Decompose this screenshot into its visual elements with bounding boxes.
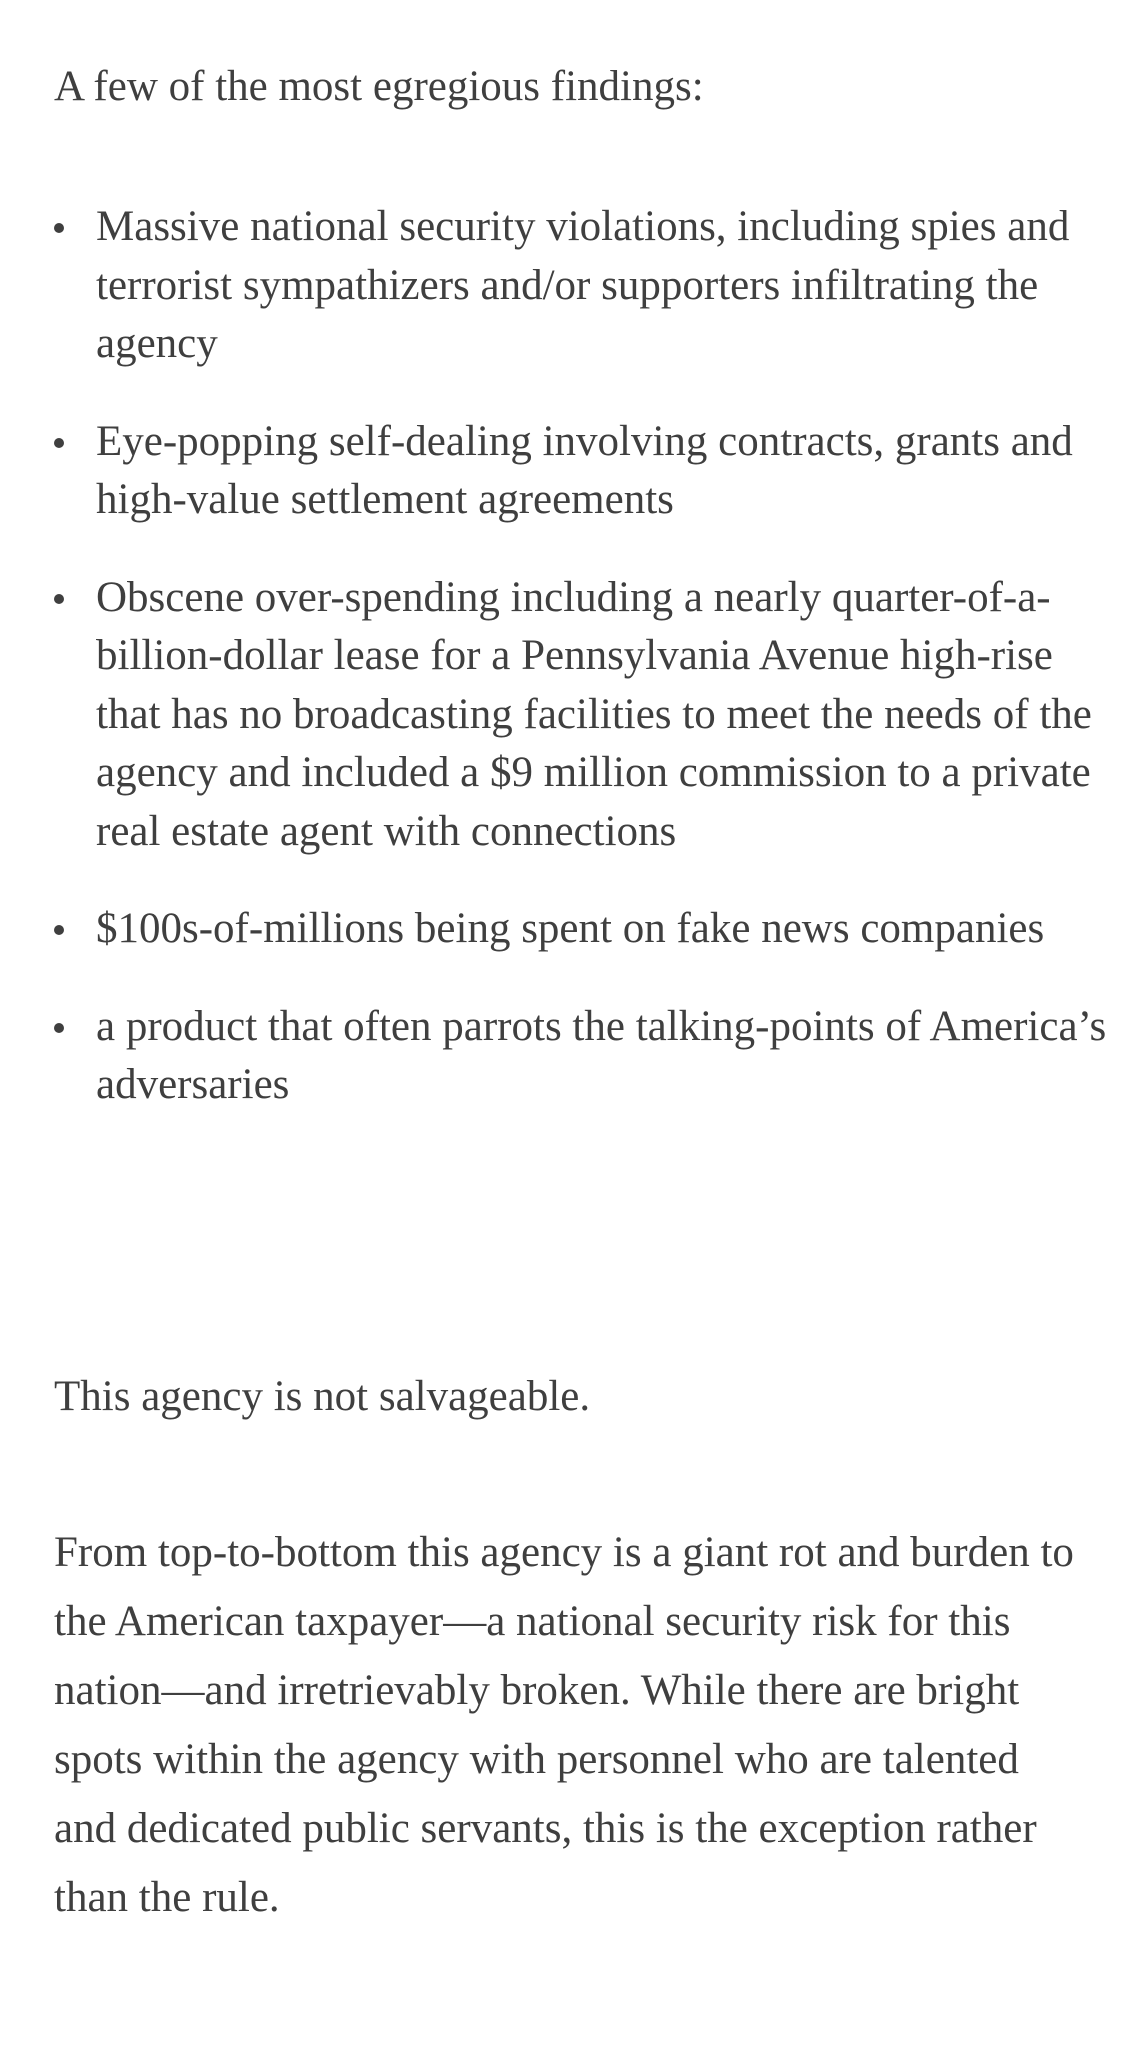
bullet-icon: [54, 223, 64, 233]
intro-paragraph: A few of the most egregious findings:: [54, 63, 704, 110]
bullet-icon: [54, 594, 64, 604]
finding-item: [54, 413, 1114, 530]
finding-item: [54, 998, 1114, 1115]
finding-text: Massive national security violations, including spies and terrorist sympathizers and/or supporters infiltrating the agency: [96, 203, 1070, 367]
findings-list: [54, 198, 1114, 1154]
bullet-icon: [54, 925, 64, 935]
statement-paragraph: This agency is not salvageable.: [54, 1373, 591, 1420]
bullet-icon: [54, 1023, 64, 1033]
finding-item: [54, 198, 1114, 374]
conclusion-paragraph: From top-to-bottom this agency is a giant rot and burden to the American taxpayer—a national security risk for this nation—and irretrievably broken. While there are bright spots within the agency with personnel who are talented and dedicated public servants, this is the exception rather than the rule.: [54, 1529, 1074, 1921]
finding-item: [54, 900, 1114, 959]
finding-text: Obscene over-spending including a nearly quarter-of-a-billion-dollar lease for a Pennsylvania Avenue high-rise that has no broadcasting facilities to meet the needs of the agency and included a $9 million commission to a private real estate agent with connections: [96, 573, 1092, 855]
finding-text: Eye-popping self-dealing involving contracts, grants and high-value settlement agreements: [96, 417, 1073, 523]
bullet-icon: [54, 438, 64, 448]
finding-text: a product that often parrots the talking-points of America’s adversaries: [96, 1002, 1107, 1108]
finding-text: $100s-of-millions being spent on fake news companies: [96, 905, 1045, 952]
finding-item: [54, 569, 1114, 862]
